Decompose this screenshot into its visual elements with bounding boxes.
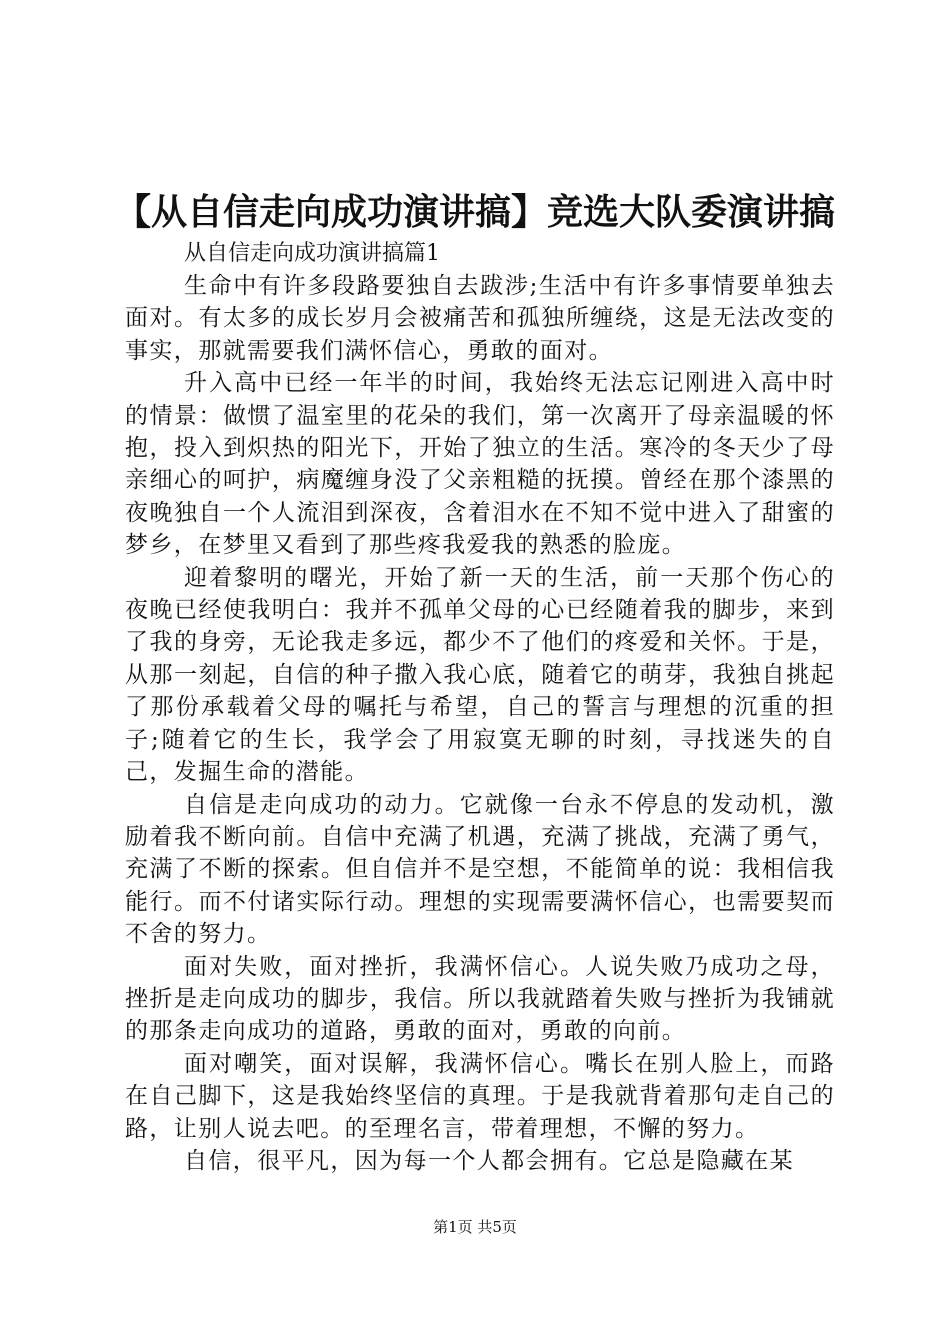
paragraph: 升入高中已经一年半的时间，我始终无法忘记刚进入高中时的情景：做惯了温室里的花朵的我们，第一次离开了母亲温暖的怀抱，投入到炽热的阳光下，开始了独立的生活。寒冷的冬天少了母亲细心的呵护，病魔缠身没了父亲粗糙的抚摸。曾经在那个漆黑的夜晚独自一个人流泪到深夜，含着泪水在不知不觉中进入了甜蜜的梦乡，在梦里又看到了那些疼我爱我的熟悉的脸庞。 [125,370,835,559]
page-footer: 第1页 共5页 [433,1218,517,1236]
document-subtitle: 从自信走向成功演讲搞篇1 [184,241,440,266]
document-body [125,270,835,1177]
paragraph: 自信，很平凡，因为每一个人都会拥有。它总是隐藏在某 [184,1147,794,1174]
paragraph: 面对嘲笑，面对误解，我满怀信心。嘴长在别人脸上，而路在自己脚下，这是我始终坚信的真理。于是我就背着那句走自己的路，让别人说去吧。的至理名言，带着理想，不懈的努力。 [125,1050,835,1142]
paragraph: 迎着黎明的曙光，开始了新一天的生活，前一天那个伤心的夜晚已经使我明白：我并不孤单父母的心已经随着我的脚步，来到了我的身旁，无论我走多远，都少不了他们的疼爱和关怀。于是，从那一刻起，自信的种子撒入我心底，随着它的萌芽，我独自挑起了那份承载着父母的嘱托与希望，自己的誓言与理想的沉重的担子;随着它的生长，我学会了用寂寞无聊的时刻，寻找迷失的自己，发掘生命的潜能。 [125,564,835,786]
document-title: 【从自信走向成功演讲搞】竞选大队委演讲搞 [114,191,835,233]
paragraph: 自信是走向成功的动力。它就像一台永不停息的发动机，激励着我不断向前。自信中充满了机遇，充满了挑战，充满了勇气，充满了不断的探索。但自信并不是空想，不能简单的说：我相信我能行。而不付诸实际行动。理想的实现需要满怀信心，也需要契而不舍的努力。 [125,791,835,948]
paragraph: 生命中有许多段路要独自去跋涉;生活中有许多事情要单独去面对。有太多的成长岁月会被痛苦和孤独所缠绕，这是无法改变的事实，那就需要我们满怀信心，勇敢的面对。 [125,273,835,364]
paragraph: 面对失败，面对挫折，我满怀信心。人说失败乃成功之母，挫折是走向成功的脚步，我信。所以我就踏着失败与挫折为我铺就的那条走向成功的道路，勇敢的面对，勇敢的向前。 [125,953,835,1045]
